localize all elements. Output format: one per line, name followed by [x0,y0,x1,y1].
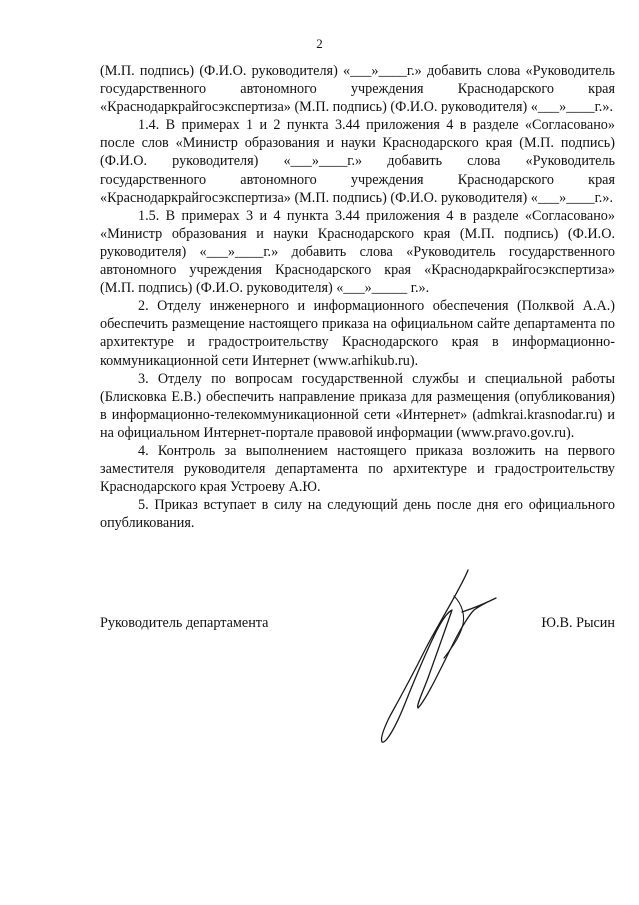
handwritten-signature [370,566,520,746]
paragraph-5: 5. Приказ вступает в силу на следующий день после дня его официального опубликования. [100,497,615,532]
paragraph-4: 4. Контроль за выполнением настоящего приказа возложить на первого заместителя руководителя департамента по архитектуре и градостроительству Краснодарского края Устроеву А.Ю. [100,442,615,496]
signatory-title: Руководитель департамента [100,615,269,631]
paragraph-continuation: (М.П. подпись) (Ф.И.О. руководителя) «___»____г.» добавить слова «Руководитель государственного автономного учреждения Краснодарского края «Краснодаркрайгосэкспертиза» (М.П. подпись) (Ф.И.О. руководителя) «___»____г.». [100,63,615,116]
paragraph-1-4: 1.4. В примерах 1 и 2 пункта 3.44 приложения 4 в разделе «Согласовано» после слов «Министр образования и науки Краснодарского края (М.П. подпись) (Ф.И.О. руководителя) «___»____г.» добавить слова «Руководитель государственного автономного учреждения Краснодарского края «Краснодаркрайгосэкспертиза» (М.П. подпись) (Ф.И.О. руководителя) «___»____г.». [100,117,615,206]
paragraph-2: 2. Отделу инженерного и информационного обеспечения (Полквой А.А.) обеспечить размещение настоящего приказа на официальном сайте департамента по архитектуре и градостроительству Краснодарского края в информационно-коммуникационной сети Интернет (www.arhikub.ru). [100,298,615,369]
paragraph-1-5: 1.5. В примерах 3 и 4 пункта 3.44 приложения 4 в разделе «Согласовано» «Министр образования и науки Краснодарского края (М.П. подпись) (Ф.И.О. руководителя) «___»____г.» добавить слова «Руководитель государственного автономного учреждения Краснодарского края «Краснодаркрайгосэкспертиза» (М.П. подпись) (Ф.И.О. руководителя) «___»_____ г.». [100,207,615,297]
paragraph-3: 3. Отделу по вопросам государственной службы и специальной работы (Блисковка Е.В.) обеспечить направление приказа для размещения (опубликования) в информационно-телекоммуникационной сети «Интернет» (admkrai.krasnodar.ru) и на официальном Интернет-портале правовой информации (www.pravo.gov.ru). [100,370,615,441]
signatory-name: Ю.В. Рысин [541,615,615,631]
page-number: 2 [316,36,323,51]
document-body [100,62,615,532]
